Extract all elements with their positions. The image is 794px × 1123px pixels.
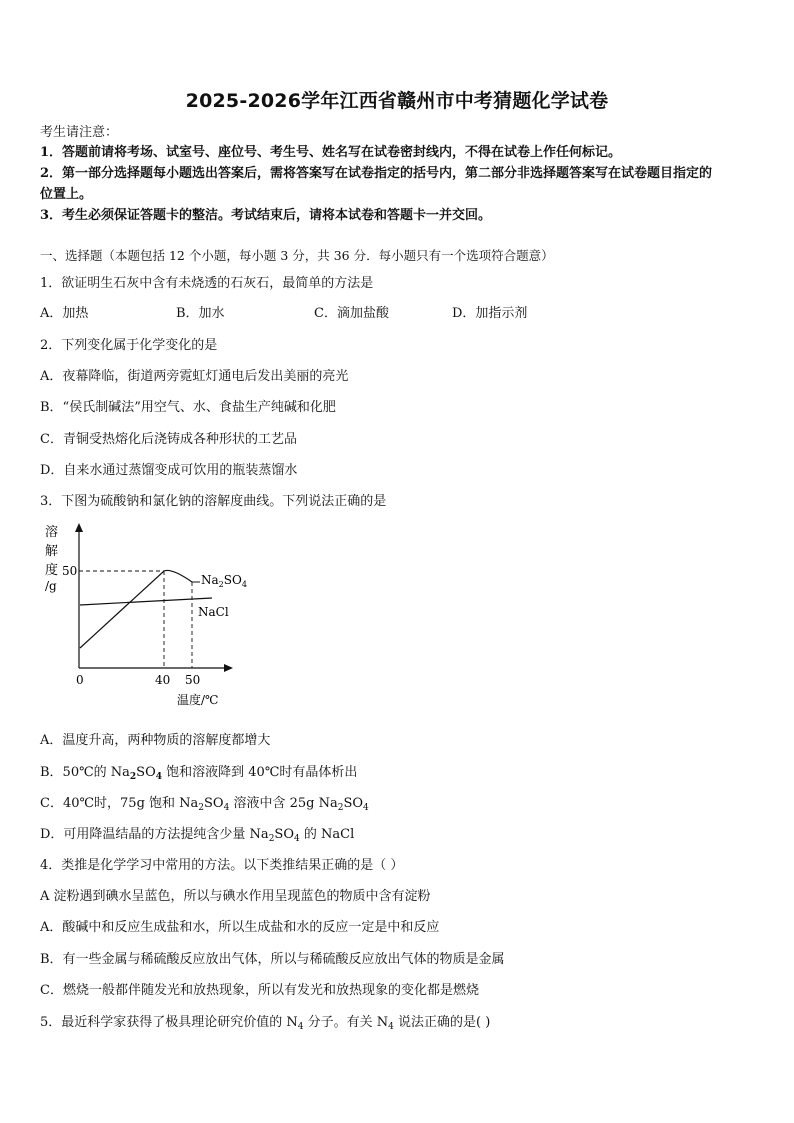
x-tick-40: 40 <box>155 673 171 687</box>
na2so4-curve <box>80 570 192 648</box>
y-axis-arrow <box>75 523 83 532</box>
q4-line-1: A 淀粉遇到碘水呈蓝色，所以与碘水作用呈现蓝色的物质中含有淀粉 <box>40 889 431 904</box>
q3-option-b: B．50℃的 $Na_2SO_4$ 饱和溶液降到 40℃时有晶体析出 <box>40 765 358 782</box>
q2-option-a: A．夜幕降临，街道两旁霓虹灯通电后发出美丽的亮光 <box>40 369 349 384</box>
ylabel-unit: /g <box>45 579 57 593</box>
q1-option-a: A．加热 <box>40 306 89 321</box>
notice-header: 考生请注意： <box>40 125 119 140</box>
ylabel-char-3: 度 <box>45 563 59 578</box>
x-tick-50: 50 <box>185 673 201 687</box>
q1-stem: 1．欲证明生石灰中含有未烧透的石灰石，最简单的方法是 <box>40 276 374 291</box>
q4-option-c: C．燃烧一般都伴随发光和放热现象，所以有发光和放热现象的变化都是燃烧 <box>40 983 479 998</box>
q1-option-c: C．滴加盐酸 <box>314 306 389 321</box>
q2-option-b: B．“侯氏制碱法”用空气、水、食盐生产纯碱和化肥 <box>40 400 336 415</box>
notice-item-2-cont: 位置上。 <box>40 187 93 202</box>
notice-item-3: 3．考生必须保证答题卡的整洁。考试结束后，请将本试卷和答题卡一并交回。 <box>40 208 492 223</box>
section-header: 一、选择题（本题包括 12 个小题，每小题 3 分，共 36 分．每小题只有一个选项符合题意） <box>40 248 554 263</box>
x-axis-arrow <box>224 664 233 672</box>
x-axis-label: 温度/℃ <box>177 693 219 707</box>
q2-option-c: C．青铜受热熔化后浇铸成各种形状的工艺品 <box>40 432 297 447</box>
q3-option-c: C．40℃时，75g 饱和 $Na_2SO_4$ 溶液中含 25g $Na_2SO_4$ <box>40 796 369 813</box>
ylabel-char-1: 溶 <box>45 525 59 540</box>
x-tick-0: 0 <box>76 673 84 687</box>
q3-option-d: D．可用降温结晶的方法提纯含少量 $Na_2SO_4$ 的 NaCl <box>40 827 355 844</box>
q2-option-d: D．自来水通过蒸馏变成可饮用的瓶装蒸馏水 <box>40 463 298 478</box>
nacl-label: NaCl <box>198 605 229 619</box>
q1-option-d: D．加指示剂 <box>452 306 528 321</box>
q4-option-a: A．酸碱中和反应生成盐和水，所以生成盐和水的反应一定是中和反应 <box>40 920 440 935</box>
notice-item-2: 2．第一部分选择题每小题选出答案后，需将答案写在试卷指定的括号内，第二部分非选择题答案写在试卷题目指定的 <box>40 166 713 181</box>
q4-option-b: B．有一些金属与稀硫酸反应放出气体，所以与稀硫酸反应放出气体的物质是金属 <box>40 952 505 967</box>
na2so4-label: $Na_2SO_4$ <box>201 573 247 589</box>
solubility-graph <box>40 518 270 708</box>
notice-item-1: 1．答题前请将考场、试室号、座位号、考生号、姓名写在试卷密封线内，不得在试卷上作任何标记。 <box>40 145 622 160</box>
q4-stem: 4．类推是化学学习中常用的方法。以下类推结果正确的是（ ） <box>40 858 404 873</box>
page-title: 2025-2026学年江西省赣州市中考猜题化学试卷 <box>185 90 609 112</box>
q3-option-a: A．温度升高，两种物质的溶解度都增大 <box>40 733 271 748</box>
q2-stem: 2．下列变化属于化学变化的是 <box>40 338 218 353</box>
q1-option-b: B．加水 <box>176 306 225 321</box>
y-tick-50: 50 <box>62 564 78 578</box>
ylabel-char-2: 解 <box>45 544 59 559</box>
q5-stem: 5．最近科学家获得了极具理论研究价值的 $N_4$ 分子。有关 $N_4$ 说法正确的是( ) <box>40 1015 491 1032</box>
q3-stem: 3．下图为硫酸钠和氯化钠的溶解度曲线。下列说法正确的是 <box>40 494 387 509</box>
